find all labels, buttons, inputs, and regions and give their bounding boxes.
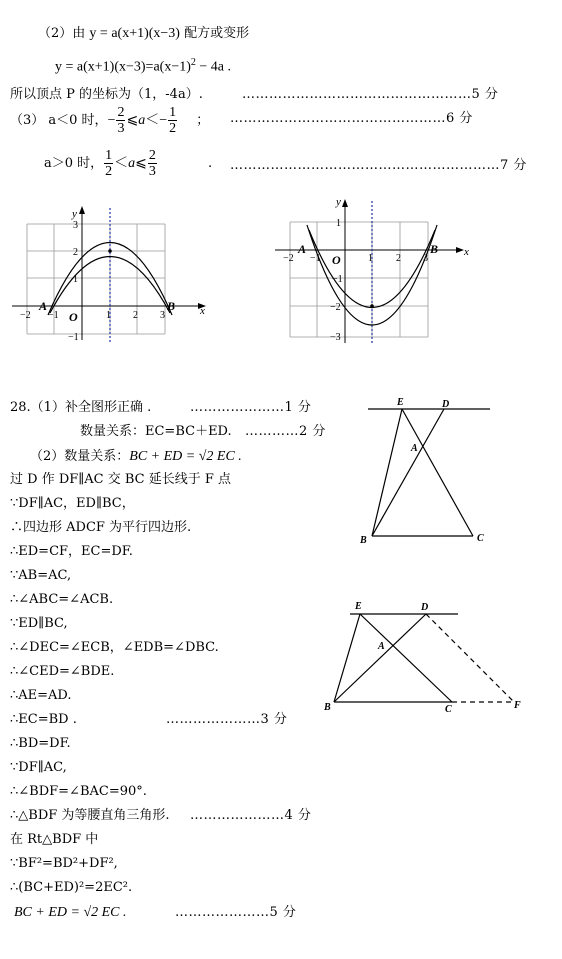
- svg-text:−3: −3: [330, 332, 341, 343]
- q28-part2-expr: BC + ED = √2 EC .: [129, 449, 242, 464]
- score-5: 5 分: [269, 905, 297, 920]
- part2-expansion: y = a(x+1)(x−3)=a(x−1): [55, 59, 191, 75]
- q28-score4: …………………4 分: [190, 808, 312, 823]
- score-1: 1 分: [284, 400, 312, 415]
- svg-text:2: 2: [396, 253, 401, 264]
- score-4: 4 分: [284, 808, 312, 823]
- q28-score3: …………………3 分: [166, 712, 288, 727]
- q28-line2: [80, 424, 232, 440]
- svg-text:A: A: [411, 443, 418, 454]
- part2-exponent: 2: [190, 57, 196, 68]
- part3-score2: ……………………………………………………7 分: [230, 158, 527, 173]
- vertex-text: 所以顶点 P 的坐标为（1，-4a）.: [10, 87, 203, 102]
- svg-text:3: 3: [160, 310, 165, 321]
- svg-text:2: 2: [73, 247, 78, 258]
- svg-text:−2: −2: [20, 310, 31, 321]
- part2-label: （2）由: [38, 26, 86, 41]
- q28-score2: …………2 分: [245, 424, 326, 439]
- svg-text:y: y: [72, 208, 77, 220]
- svg-text:1: 1: [106, 310, 111, 321]
- proof-step: ∵AB=AC,: [10, 568, 72, 583]
- figure-top: [360, 395, 500, 550]
- svg-text:E: E: [355, 601, 362, 612]
- svg-text:y: y: [336, 196, 341, 208]
- svg-text:3: 3: [423, 253, 428, 264]
- svg-text:D: D: [442, 399, 450, 410]
- svg-text:3: 3: [73, 220, 78, 231]
- score-6: 6 分: [446, 111, 473, 126]
- proof-step: ∴AE=AD.: [10, 688, 72, 703]
- score-7: 7 分: [500, 158, 527, 173]
- vertex-score: [242, 87, 498, 103]
- svg-text:1: 1: [336, 218, 341, 229]
- q28-part2-label: （2）数量关系：: [30, 449, 130, 464]
- proof-step: ∴BD=DF.: [10, 736, 71, 751]
- proof-step: 过 D 作 DF∥AC 交 BC 延长线于 F 点: [10, 472, 232, 487]
- svg-text:F: F: [514, 700, 521, 711]
- q28-part1: 28.（1）补全图形正确 .: [10, 400, 152, 415]
- part2-expr: y = a(x+1)(x−3): [89, 26, 180, 41]
- svg-text:A: A: [39, 299, 48, 313]
- svg-text:−2: −2: [330, 302, 341, 313]
- part3-score1: …………………………………………6 分: [230, 111, 473, 126]
- part2-suffix: 配方或变形: [184, 26, 250, 41]
- svg-text:−1: −1: [310, 253, 321, 264]
- proof-step: 在 Rt△BDF 中: [10, 832, 99, 847]
- part2-tail: − 4a .: [195, 59, 231, 75]
- proof-step: ∴∠BDF=∠BAC=90°.: [10, 784, 147, 799]
- q28-line3: [30, 449, 242, 465]
- frac-1-2: $\frac{1}{2}$: [169, 105, 177, 136]
- svg-text:A: A: [378, 641, 385, 652]
- svg-text:B: B: [360, 535, 367, 546]
- q28-relation1: 数量关系：EC=BC＋ED.: [80, 424, 232, 439]
- vertex-score-value: 5 分: [471, 87, 499, 102]
- proof-step: ∵DF∥AC,: [10, 760, 67, 775]
- svg-text:−1: −1: [48, 310, 59, 321]
- part2-line1: [38, 26, 249, 42]
- svg-text:2: 2: [133, 310, 138, 321]
- proof-conclusion: BC + ED = √2 EC .: [14, 905, 127, 920]
- svg-text:B: B: [430, 242, 439, 256]
- q28-score1: …………………1 分: [190, 400, 312, 415]
- part3-line1: （3） a＜0 时，− $\frac{2}{3}$ ⩽a＜− $\frac{1}{2}$ ；: [10, 105, 210, 136]
- svg-text:E: E: [397, 397, 404, 408]
- svg-text:x: x: [464, 246, 469, 258]
- graph-right: [270, 195, 485, 345]
- svg-text:A: A: [298, 242, 307, 256]
- graph-left: [0, 200, 220, 350]
- svg-text:1: 1: [368, 253, 373, 264]
- svg-text:O: O: [332, 253, 341, 267]
- svg-text:−1: −1: [68, 332, 79, 343]
- figure-bottom: [320, 598, 530, 718]
- svg-text:C: C: [445, 704, 452, 715]
- proof-step: ∴∠CED=∠BDE.: [10, 664, 115, 679]
- frac-1-2b: $\frac{1}{2}$: [105, 148, 113, 179]
- score-2: 2 分: [299, 424, 326, 439]
- proof-step: ∵DF∥AC，ED∥BC，: [10, 496, 135, 511]
- score-3: 3 分: [260, 712, 288, 727]
- part3-label: （3） a＜0 时，: [10, 113, 108, 128]
- proof-step: ∴四边形 ADCF 为平行四边形.: [10, 520, 192, 535]
- part3-label2: a＞0 时，: [44, 156, 104, 171]
- svg-text:x: x: [200, 305, 205, 317]
- proof-step: ∴(BC+ED)²=2EC².: [10, 880, 133, 895]
- vertex-dots: ……………………………………………: [242, 87, 472, 102]
- frac-2-3: $\frac{2}{3}$: [117, 105, 125, 136]
- q28-score5: …………………5 分: [175, 905, 297, 920]
- proof-step: ∵BF²=BD²+DF²,: [10, 856, 118, 871]
- part2-line2: [55, 55, 231, 75]
- svg-text:B: B: [167, 299, 176, 313]
- proof-step: ∴EC=BD .: [10, 712, 77, 727]
- q28-line1: [10, 400, 151, 416]
- grid-right: [290, 222, 428, 337]
- svg-text:D: D: [421, 602, 429, 613]
- frac-2-3b: $\frac{2}{3}$: [148, 148, 156, 179]
- svg-text:−1: −1: [332, 274, 343, 285]
- vertex-line: [10, 87, 203, 103]
- svg-text:O: O: [69, 310, 78, 324]
- proof-step: ∵ED∥BC,: [10, 616, 68, 631]
- proof-step: ∴∠ABC=∠ACB.: [10, 592, 114, 607]
- proof-step: ∴∠DEC=∠ECB，∠EDB=∠DBC.: [10, 640, 219, 655]
- svg-text:C: C: [477, 533, 484, 544]
- svg-text:−2: −2: [283, 253, 294, 264]
- svg-text:1: 1: [73, 274, 78, 285]
- proof-step: ∴△BDF 为等腰直角三角形.: [10, 808, 170, 823]
- part3-line2: a＞0 时， $\frac{1}{2}$ ＜a⩽ $\frac{2}{3}$ .: [44, 148, 213, 179]
- svg-text:B: B: [324, 702, 331, 713]
- proof-step: ∴ED=CF，EC=DF.: [10, 544, 133, 559]
